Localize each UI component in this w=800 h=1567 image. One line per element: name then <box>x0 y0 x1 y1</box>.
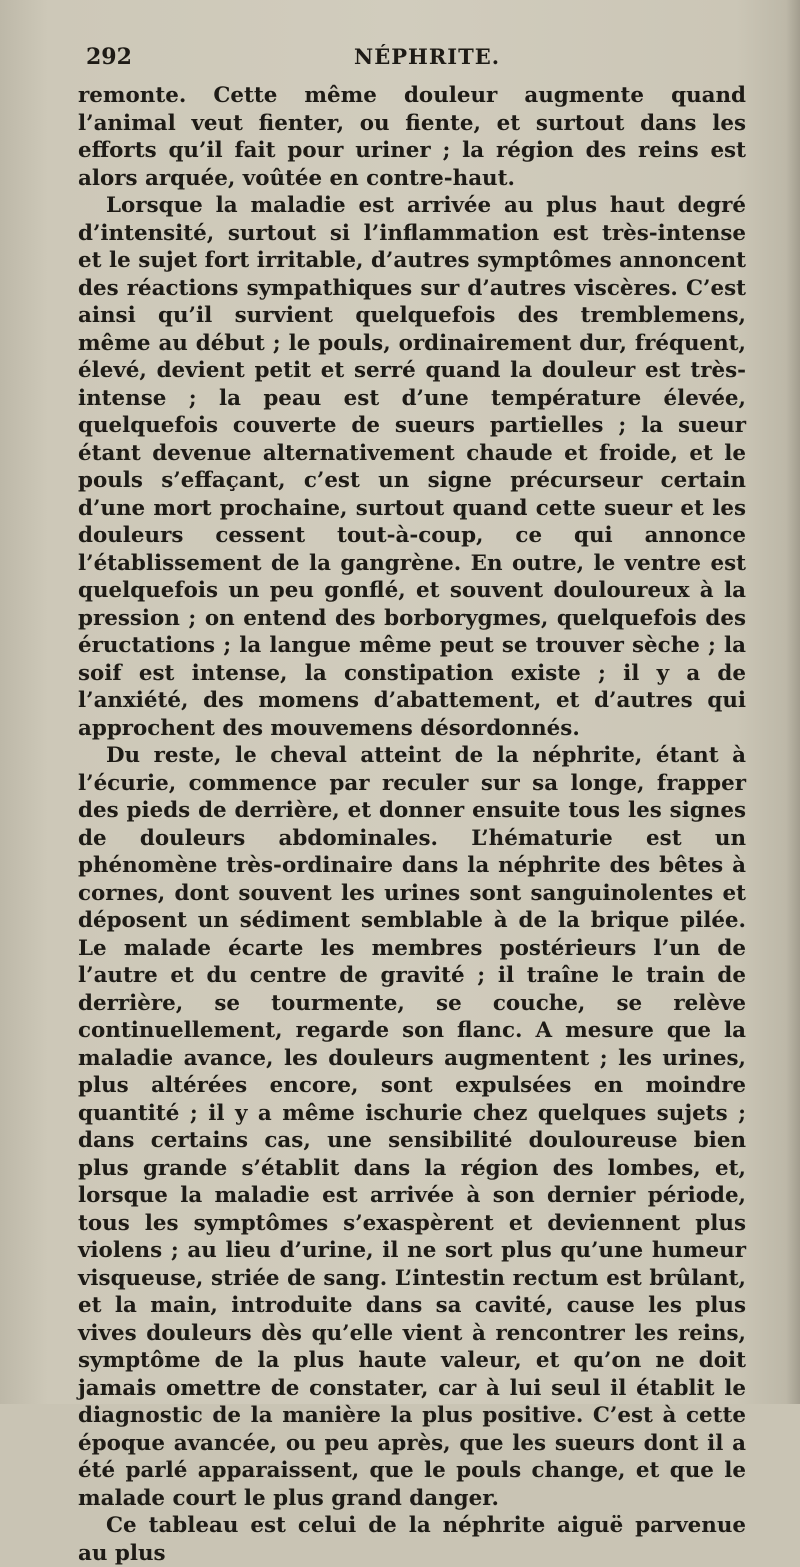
paragraph-continuation: remonte. Cette même douleur augmente quand l’animal veut fienter, ou fiente, et surtout dans les efforts qu’il fait pour uriner ; la région des reins est alors arquée, voûtée en contre-haut. <box>78 83 746 191</box>
paragraph-conclusion: Ce tableau est celui de la néphrite aiguë parvenue au plus <box>78 1513 746 1566</box>
page-number: 292 <box>86 44 132 70</box>
paragraph-horse-signs: Du reste, le cheval atteint de la néphrite, étant à l’écurie, commence par reculer sur sa longe, frapper des pieds de derrière, et donner ensuite tous les signes de douleurs abdominales. L’hématurie est un phénomène très-ordinaire dans la néphrite des bêtes à cornes, dont souvent les urines sont sanguinolentes et déposent un sédiment semblable à de la brique pilée. Le malade écarte les membres postérieurs l’un de l’autre et du centre de gravité ; il traîne le train de derrière, se tourmente, se couche, se relève continuellement, regarde son flanc. A mesure que la maladie avance, les douleurs augmentent ; les urines, plus altérées encore, sont expulsées en moindre quantité ; il y a même ischurie chez quelques sujets ; dans certains cas, une sensibilité douloureuse bien plus grande s’établit dans la région des lombes, et, lorsque la maladie est arrivée à son dernier période, tous les symptômes s’exaspèrent et deviennent plus violens ; au lieu d’urine, il ne sort plus qu’une humeur visqueuse, striée de sang. L’intestin rectum est brûlant, et la main, introduite dans sa cavité, cause les plus vives douleurs dès qu’elle vient à rencontrer les reins, symptôme de la plus haute valeur, et qu’on ne doit jamais omettre de constater, car à lui seul il établit le diagnostic de la manière la plus positive. C’est à cette époque avancée, ou peu après, que les sueurs dont il a été parlé apparaissent, que le pouls change, et que le malade court le plus grand danger. <box>78 743 746 1511</box>
paragraph-symptoms: Lorsque la maladie est arrivée au plus haut degré d’intensité, surtout si l’inflammation est très-intense et le sujet fort irritable, d’autres symptômes annoncent des réactions sympathiques sur d’autres viscères. C’est ainsi qu’il survient quelquefois des tremblemens, même au début ; le pouls, ordinairement dur, fréquent, élevé, devient petit et serré quand la douleur est très-intense ; la peau est d’une température élevée, quelquefois couverte de sueurs partielles ; la sueur étant devenue alternativement chaude et froide, et le pouls s’effaçant, c’est un signe précurseur certain d’une mort prochaine, surtout quand cette sueur et les douleurs cessent tout-à-coup, ce qui annonce l’établissement de la gangrène. En outre, le ventre est quelquefois un peu gonflé, et souvent douloureux à la pression ; on entend des borborygmes, quelquefois des éructations ; la langue même peut se trouver sèche ; la soif est intense, la constipation existe ; il y a de l’anxiété, des momens d’abattement, et d’autres qui approchent des mouvemens désordonnés. <box>78 193 746 741</box>
running-title: NÉPHRITE. <box>354 44 501 69</box>
page-edge-shadow <box>786 0 800 1404</box>
body-text <box>78 82 746 1567</box>
running-head <box>86 44 746 80</box>
